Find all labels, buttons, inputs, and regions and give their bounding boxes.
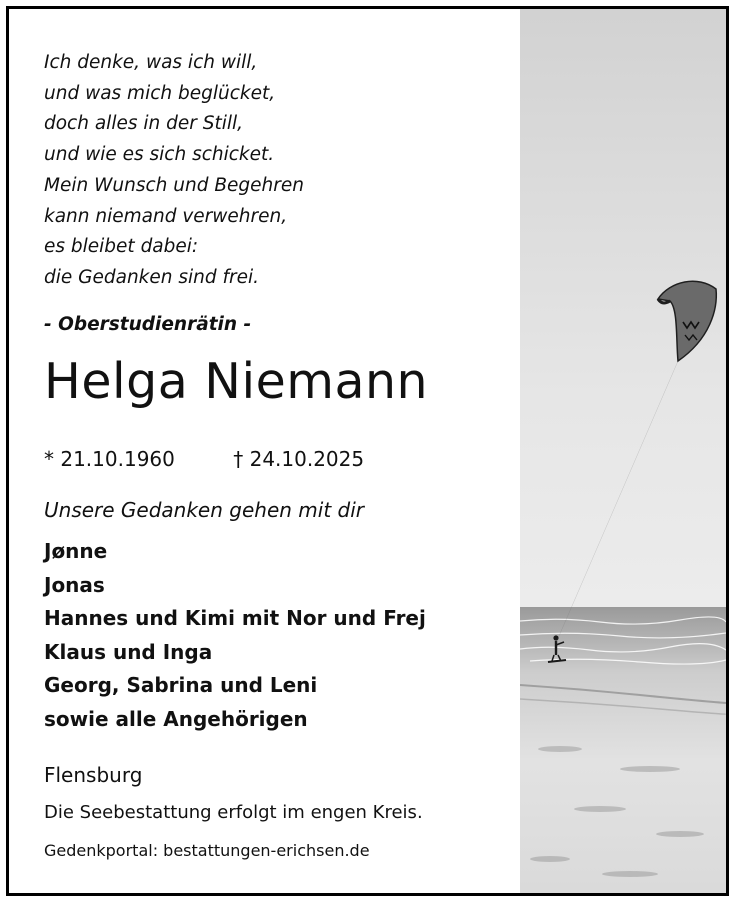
poem-line: Ich denke, was ich will, [44,52,258,73]
mourner-entry: Jonas [44,572,105,597]
poem-line: und wie es sich schicket. [44,144,275,166]
death-date: † 24.10.2025 [233,447,365,471]
beach-kitesurfer-photo [520,9,726,893]
birth-date: * 21.10.1960 [44,447,175,471]
obituary-notice [6,6,729,896]
mourner-entry: Jønne [44,539,108,563]
thoughts-line: Unsere Gedanken gehen mit dir [44,498,364,522]
poem-line: Mein Wunsch und Begehren [44,174,304,196]
poem-line: die Gedanken sind frei. [44,266,260,288]
mourner-entry: Klaus und Inga [44,639,213,664]
poem-line: und was mich beglücket, [44,82,276,104]
deceased-name: Helga Niemann [44,353,429,410]
memorial-portal: Gedenkportal: bestattungen-erichsen.de [44,841,370,860]
mourners-list [44,535,426,737]
poem-line: es bleibet dabei: [44,236,199,258]
burial-note: Die Seebestattung erfolgt im engen Kreis. [44,802,423,823]
city: Flensburg [44,763,143,787]
poem-line: doch alles in der Still, [44,113,244,135]
life-dates [44,447,364,471]
mourner-entry: Hannes und Kimi mit Nor und Frej [44,606,426,631]
mourner-entry: Georg, Sabrina und Leni [44,673,318,698]
poem [44,48,514,294]
deceased-title: - Oberstudienrätin - [44,314,252,335]
mourner-entry: sowie alle Angehörigen [44,706,308,731]
poem-line: kann niemand verwehren, [44,205,288,227]
